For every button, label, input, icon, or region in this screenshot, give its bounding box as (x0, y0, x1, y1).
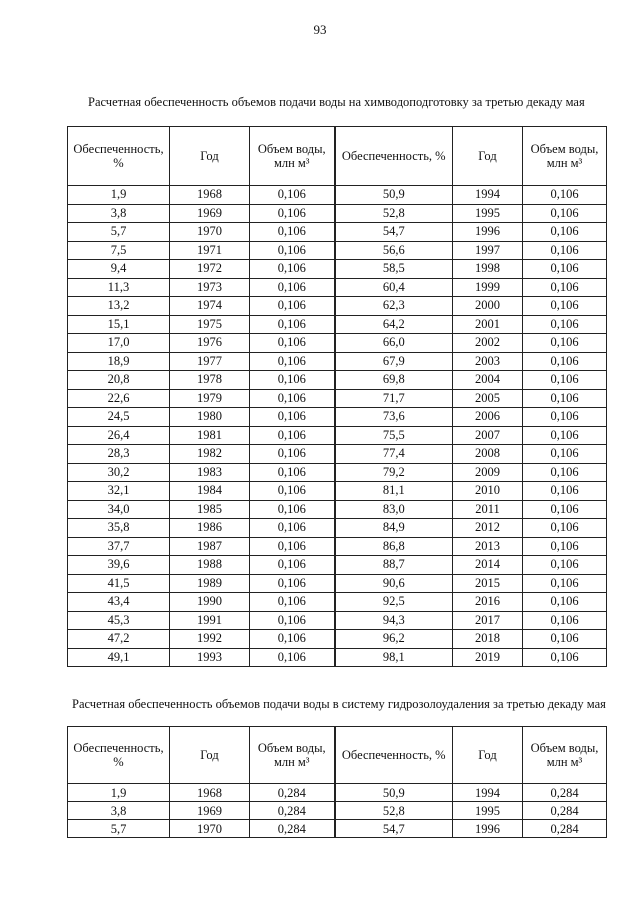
table1-cell: 1981 (170, 426, 250, 445)
table1-header-cell: Обеспеченность, % (335, 127, 453, 186)
table1-header-cell: Обеспеченность, % (68, 127, 170, 186)
table1-row (68, 241, 607, 260)
table1-row (68, 334, 607, 353)
table1-cell: 1984 (170, 482, 250, 501)
table1-cell: 22,6 (68, 389, 170, 408)
table1-cell: 1,9 (68, 186, 170, 205)
table1-body (68, 186, 607, 667)
table1-cell: 0,106 (250, 223, 335, 242)
table1-cell: 0,106 (250, 297, 335, 316)
table1-cell: 0,106 (523, 445, 607, 464)
table1-cell: 1998 (453, 260, 523, 279)
table1-row (68, 500, 607, 519)
table1-cell: 2014 (453, 556, 523, 575)
table1-cell: 2016 (453, 593, 523, 612)
table1-row (68, 223, 607, 242)
table2-caption: Расчетная обеспеченность объемов подачи воды в систему гидрозолоудаления за третью декаду мая (72, 697, 606, 711)
table1-cell: 49,1 (68, 648, 170, 667)
table1-row (68, 278, 607, 297)
table1-cell: 0,106 (250, 426, 335, 445)
table1-cell: 0,106 (523, 556, 607, 575)
table1-cell: 75,5 (335, 426, 453, 445)
table1-cell: 0,106 (250, 482, 335, 501)
table2-cell: 0,284 (523, 784, 607, 802)
table1-cell: 88,7 (335, 556, 453, 575)
table1-cell: 0,106 (523, 241, 607, 260)
table1-cell: 0,106 (250, 593, 335, 612)
table2-row (68, 820, 607, 838)
table1-cell: 1975 (170, 315, 250, 334)
table1-cell: 66,0 (335, 334, 453, 353)
table1-row (68, 389, 607, 408)
table1-cell: 1974 (170, 297, 250, 316)
table1-cell: 1991 (170, 611, 250, 630)
table1-cell: 0,106 (250, 389, 335, 408)
table1-cell: 0,106 (250, 500, 335, 519)
table1-cell: 0,106 (523, 315, 607, 334)
table1-row (68, 371, 607, 390)
table1-cell: 0,106 (523, 260, 607, 279)
table1-cell: 2004 (453, 371, 523, 390)
table1-cell: 2007 (453, 426, 523, 445)
table1-header-cell: Объем воды, млн м³ (523, 127, 607, 186)
table1-cell: 1978 (170, 371, 250, 390)
table1-cell: 79,2 (335, 463, 453, 482)
table1-cell: 0,106 (250, 241, 335, 260)
table1-cell: 0,106 (250, 334, 335, 353)
table1-row (68, 556, 607, 575)
table1-cell: 1968 (170, 186, 250, 205)
table1-row (68, 186, 607, 205)
table1-cell: 37,7 (68, 537, 170, 556)
table2-header-cell: Год (453, 727, 523, 784)
table2-header-cell: Обеспеченность, % (335, 727, 453, 784)
table1-cell: 0,106 (250, 186, 335, 205)
table1-cell: 0,106 (523, 648, 607, 667)
table1-cell: 15,1 (68, 315, 170, 334)
table1-cell: 94,3 (335, 611, 453, 630)
table1-cell: 0,106 (523, 482, 607, 501)
table1-cell: 56,6 (335, 241, 453, 260)
table1-cell: 1993 (170, 648, 250, 667)
table1-cell: 2012 (453, 519, 523, 538)
table2-header-row (68, 727, 607, 784)
table1-row (68, 593, 607, 612)
table1-cell: 1987 (170, 537, 250, 556)
table1-cell: 2009 (453, 463, 523, 482)
table1-cell: 0,106 (250, 556, 335, 575)
table2-header-cell: Год (170, 727, 250, 784)
table1-cell: 24,5 (68, 408, 170, 427)
table2-body (68, 784, 607, 838)
table1-cell: 0,106 (523, 426, 607, 445)
table2-header-cell: Объем воды, млн м³ (523, 727, 607, 784)
table1-cell: 0,106 (523, 500, 607, 519)
table1-cell: 1969 (170, 204, 250, 223)
table2 (67, 726, 607, 838)
table1-row (68, 260, 607, 279)
table1-cell: 1989 (170, 574, 250, 593)
table1-cell: 1979 (170, 389, 250, 408)
table1-cell: 0,106 (250, 204, 335, 223)
table2-cell: 1994 (453, 784, 523, 802)
table1-cell: 0,106 (250, 445, 335, 464)
table1-cell: 69,8 (335, 371, 453, 390)
table1-cell: 45,3 (68, 611, 170, 630)
table1-cell: 32,1 (68, 482, 170, 501)
table1-cell: 2017 (453, 611, 523, 630)
table1-row (68, 630, 607, 649)
table1-cell: 52,8 (335, 204, 453, 223)
table1-cell: 1977 (170, 352, 250, 371)
table1-cell: 0,106 (523, 463, 607, 482)
table1-cell: 1983 (170, 463, 250, 482)
table1-cell: 1980 (170, 408, 250, 427)
table1-header-cell: Год (170, 127, 250, 186)
table1-cell: 84,9 (335, 519, 453, 538)
table1-cell: 0,106 (523, 278, 607, 297)
table1-cell: 2000 (453, 297, 523, 316)
table1-caption: Расчетная обеспеченность объемов подачи воды на химводоподготовку за третью декаду мая (88, 95, 585, 109)
table1-cell: 20,8 (68, 371, 170, 390)
table1-cell: 64,2 (335, 315, 453, 334)
table1-cell: 13,2 (68, 297, 170, 316)
table1-cell: 1997 (453, 241, 523, 260)
table1-cell: 1999 (453, 278, 523, 297)
table1-cell: 50,9 (335, 186, 453, 205)
table1-cell: 1976 (170, 334, 250, 353)
table1-row (68, 297, 607, 316)
table1-cell: 39,6 (68, 556, 170, 575)
table1-header-cell: Год (453, 127, 523, 186)
table1-cell: 0,106 (523, 186, 607, 205)
table1-cell: 3,8 (68, 204, 170, 223)
table1-cell: 90,6 (335, 574, 453, 593)
table1-cell: 71,7 (335, 389, 453, 408)
table1-cell: 0,106 (250, 574, 335, 593)
table1-cell: 2002 (453, 334, 523, 353)
table1-cell: 2011 (453, 500, 523, 519)
table1-row (68, 463, 607, 482)
table1-row (68, 408, 607, 427)
table1-header-row (68, 127, 607, 186)
table2-header-cell: Обеспеченность, % (68, 727, 170, 784)
table1-cell: 54,7 (335, 223, 453, 242)
table2-cell: 1995 (453, 802, 523, 820)
table1-row (68, 445, 607, 464)
table1-cell: 0,106 (523, 223, 607, 242)
table1-cell: 0,106 (250, 611, 335, 630)
table2-cell: 5,7 (68, 820, 170, 838)
table1-cell: 30,2 (68, 463, 170, 482)
table2-cell: 3,8 (68, 802, 170, 820)
table1-cell: 62,3 (335, 297, 453, 316)
table2-cell: 0,284 (523, 802, 607, 820)
table1-cell: 77,4 (335, 445, 453, 464)
table2-row (68, 802, 607, 820)
table1-cell: 34,0 (68, 500, 170, 519)
table1-cell: 92,5 (335, 593, 453, 612)
table1-cell: 0,106 (523, 537, 607, 556)
table1-cell: 1995 (453, 204, 523, 223)
table1-cell: 1973 (170, 278, 250, 297)
table1-cell: 2013 (453, 537, 523, 556)
table1-cell: 0,106 (250, 408, 335, 427)
table2-cell: 1996 (453, 820, 523, 838)
table2-cell: 1968 (170, 784, 250, 802)
table1-row (68, 426, 607, 445)
table1-cell: 1988 (170, 556, 250, 575)
table1-cell: 0,106 (250, 371, 335, 390)
table1-cell: 2019 (453, 648, 523, 667)
table1-cell: 0,106 (250, 278, 335, 297)
table1-cell: 0,106 (250, 463, 335, 482)
table1-cell: 43,4 (68, 593, 170, 612)
table1-row (68, 611, 607, 630)
table2-cell: 52,8 (335, 802, 453, 820)
table2-cell: 54,7 (335, 820, 453, 838)
table2-cell: 0,284 (523, 820, 607, 838)
table1-cell: 1972 (170, 260, 250, 279)
table1-cell: 28,3 (68, 445, 170, 464)
table2-cell: 1970 (170, 820, 250, 838)
table1-cell: 7,5 (68, 241, 170, 260)
table1-cell: 0,106 (523, 593, 607, 612)
table1-cell: 60,4 (335, 278, 453, 297)
table1-cell: 1992 (170, 630, 250, 649)
table1-cell: 1982 (170, 445, 250, 464)
table1-cell: 86,8 (335, 537, 453, 556)
table2-cell: 1969 (170, 802, 250, 820)
table1-cell: 98,1 (335, 648, 453, 667)
table2-row (68, 784, 607, 802)
table2-cell: 0,284 (250, 784, 335, 802)
table1-cell: 2008 (453, 445, 523, 464)
table1-cell: 0,106 (523, 408, 607, 427)
table1-cell: 1971 (170, 241, 250, 260)
table1-cell: 2010 (453, 482, 523, 501)
table1-cell: 2006 (453, 408, 523, 427)
table1-cell: 5,7 (68, 223, 170, 242)
table1-cell: 0,106 (250, 315, 335, 334)
table1-cell: 0,106 (523, 352, 607, 371)
table1-cell: 2015 (453, 574, 523, 593)
table1-cell: 0,106 (523, 574, 607, 593)
table1-cell: 73,6 (335, 408, 453, 427)
table1-cell: 17,0 (68, 334, 170, 353)
table1-cell: 0,106 (523, 371, 607, 390)
table1-row (68, 574, 607, 593)
table1-cell: 0,106 (523, 204, 607, 223)
table1-cell: 1994 (453, 186, 523, 205)
table1-cell: 81,1 (335, 482, 453, 501)
table1-cell: 1990 (170, 593, 250, 612)
table1-row (68, 648, 607, 667)
table1-cell: 0,106 (523, 630, 607, 649)
table1-cell: 83,0 (335, 500, 453, 519)
table1-row (68, 204, 607, 223)
table1-cell: 1970 (170, 223, 250, 242)
table1-cell: 35,8 (68, 519, 170, 538)
table1-cell: 11,3 (68, 278, 170, 297)
table1-cell: 9,4 (68, 260, 170, 279)
table1-cell: 18,9 (68, 352, 170, 371)
table1-cell: 47,2 (68, 630, 170, 649)
table1-row (68, 519, 607, 538)
table1-header-cell: Объем воды, млн м³ (250, 127, 335, 186)
table1-cell: 1985 (170, 500, 250, 519)
table1-cell: 0,106 (523, 611, 607, 630)
table1-cell: 26,4 (68, 426, 170, 445)
page-number: 93 (313, 22, 327, 37)
table2-cell: 50,9 (335, 784, 453, 802)
table1-row (68, 482, 607, 501)
table1-cell: 0,106 (523, 334, 607, 353)
table1-cell: 67,9 (335, 352, 453, 371)
table2-cell: 0,284 (250, 820, 335, 838)
table1-cell: 1996 (453, 223, 523, 242)
table2-header-cell: Объем воды, млн м³ (250, 727, 335, 784)
table1-row (68, 352, 607, 371)
table1-cell: 0,106 (250, 648, 335, 667)
table1-cell: 0,106 (523, 297, 607, 316)
table1-cell: 1986 (170, 519, 250, 538)
table1-cell: 2003 (453, 352, 523, 371)
table1-cell: 0,106 (250, 537, 335, 556)
table1-cell: 0,106 (523, 389, 607, 408)
table1-cell: 58,5 (335, 260, 453, 279)
table1-row (68, 537, 607, 556)
table2-cell: 0,284 (250, 802, 335, 820)
table1-cell: 0,106 (250, 630, 335, 649)
table1-cell: 0,106 (250, 260, 335, 279)
table1-cell: 0,106 (523, 519, 607, 538)
table1-cell: 41,5 (68, 574, 170, 593)
table1-cell: 2001 (453, 315, 523, 334)
table1-cell: 0,106 (250, 352, 335, 371)
table1 (67, 126, 607, 667)
table2-cell: 1,9 (68, 784, 170, 802)
table1-cell: 0,106 (250, 519, 335, 538)
table1-cell: 96,2 (335, 630, 453, 649)
table1-cell: 2018 (453, 630, 523, 649)
table1-cell: 2005 (453, 389, 523, 408)
table1-row (68, 315, 607, 334)
